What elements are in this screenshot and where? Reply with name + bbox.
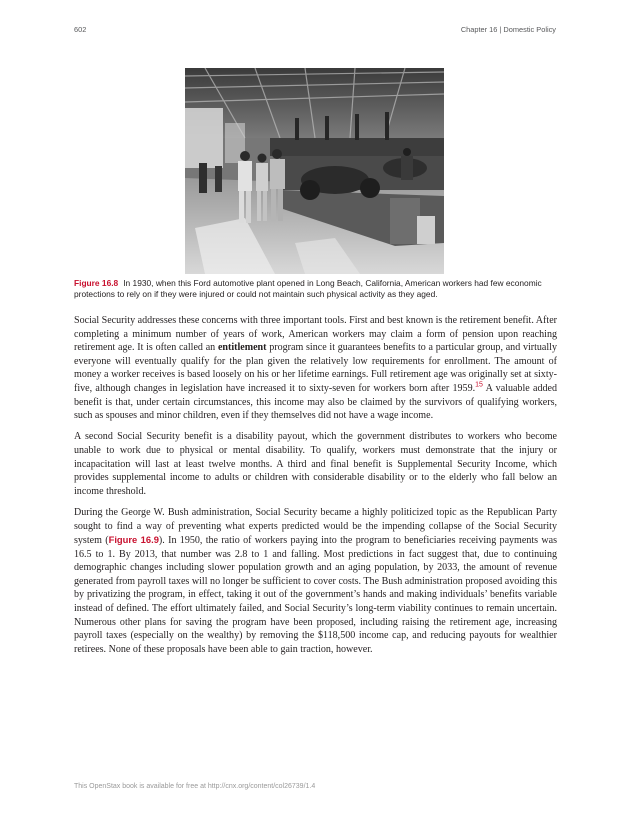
entitlement-term: entitlement	[217, 342, 267, 354]
figure-label: Figure 16.8	[74, 278, 119, 288]
paragraph-disability: A second Social Security benefit is a disability payout, which the government distributes to workers who become unable to work due to physical or mental disability. To qualify, workers must demonstrate that the injury or incapacitation will last at least twelve months. A third and final benefit is Supplemental Security Income, which provides supplemental income to adults or children with considerable disability or to the elderly who fall below an income threshold.	[74, 431, 557, 497]
body-text	[74, 314, 557, 664]
figure-reference-link[interactable]: Figure 16.9	[108, 534, 159, 546]
footer-text: This OpenStax book is available for free at http://cnx.org/content/col26739/1.4	[74, 783, 316, 790]
p3-text-a: During the George W. Bush administration, Social Security became a highly politicized topic as the Republican Party sought to find a way of preventing what experts predicted would be the impending collapse of the Social Security system (	[74, 506, 557, 547]
p1-text-a: Social Security addresses these concerns with three important tools. First and best known is the retirement benefit. After completing a minimum number of years of work, American workers may claim a form of pension upon reaching retirement age. It is often called an	[74, 315, 557, 354]
footnote-link[interactable]: 15	[475, 381, 483, 389]
paragraph-retirement	[74, 314, 557, 423]
page-number: 602	[74, 25, 87, 34]
p3-text-b: ). In 1950, the ratio of workers paying into the program to beneficiaries receiving payments was 16.5 to 1. By 2013, that number was 2.8 to 1 and falling. Most predictions in fact suggest that, due to continuing demographic changes including slower population growth and an aging population, by 2033, the amount of revenue generated from payroll taxes will no longer be sufficient to cover costs. The Bush administration proposed avoiding this by privatizing the program, in effect, taking it out of the government’s hands and making individuals’ benefits variable instead of defined. The effort ultimately failed, and Social Security’s long-term viability continues to remain uncertain. Numerous other plans for saving the program have been proposed, including raising the retirement age, increasing payroll taxes (especially on the wealthy) by removing the $118,500 income cap, and reducing payouts for wealthier retirees. None of these proposals have been able to gain traction, however.	[74, 535, 557, 655]
p1-text-b: program since it guarantees benefits to a particular group, and virtually everyone will eventually qualify for the plan given the relatively low requirements for enrollment. The amount of money a worker receives is based loosely on his or her lifetime earnings. Full retirement age was originally set at sixty-five, although changes in legislation have increased it to sixty-seven for workers born after 1959.	[74, 342, 558, 394]
figure-caption-text: In 1930, when this Ford automotive plant opened in Long Beach, California, American workers had few economic protections to rely on if they were injured or could not maintain such physical activity as they aged.	[74, 278, 542, 299]
ford-plant-photo	[185, 68, 444, 274]
figure-caption	[74, 278, 554, 300]
p1-text-c: A valuable added benefit is that, under certain circumstances, this income may also be claimed by the survivors of qualifying workers, such as spouses and minor children, even if they themselves did not have a wage income.	[74, 382, 557, 422]
paragraph-bush	[74, 506, 557, 657]
chapter-header: Chapter 16 | Domestic Policy	[460, 25, 556, 34]
